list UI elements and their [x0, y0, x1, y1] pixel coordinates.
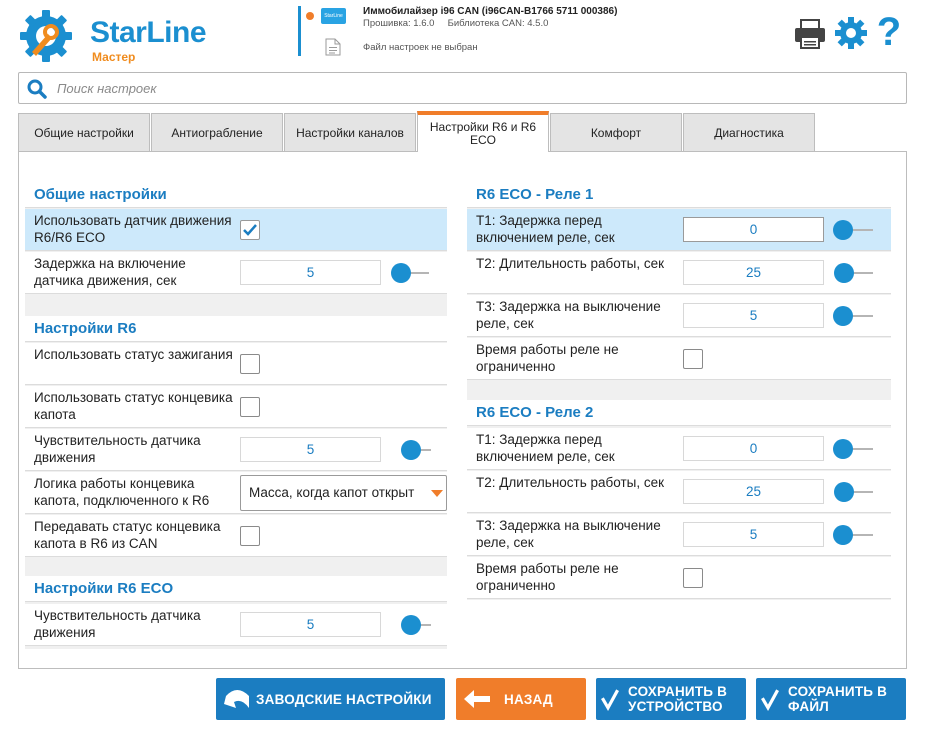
relay2-t3-input[interactable]: 5	[683, 522, 824, 547]
row-r6eco-sensitivity	[25, 604, 447, 646]
row-label: Чувствительность датчика движения	[34, 608, 201, 640]
relay2-t1-input[interactable]: 0	[683, 436, 824, 461]
tab-label: Настройки R6 и R6 ECO	[429, 119, 537, 147]
row-relay2-t3	[467, 514, 891, 556]
settings-file-status: Файл настроек не выбран	[363, 42, 478, 53]
file-icon	[325, 38, 341, 56]
logo-title: StarLine	[90, 16, 207, 49]
row-label: Использовать датчик движения R6/R6 ECO	[34, 213, 232, 245]
tab-antirobbery[interactable]	[151, 113, 283, 152]
save-to-file-button[interactable]	[756, 678, 906, 720]
row-relay2-t2	[467, 471, 891, 513]
reset-icon	[222, 686, 252, 712]
tab-comfort[interactable]	[550, 113, 682, 152]
row-label: Время работы реле не ограниченно	[476, 561, 619, 593]
select-value: Масса, когда капот открыт	[249, 485, 415, 500]
motion-delay-slider[interactable]	[391, 263, 411, 283]
section-title-r6: Настройки R6	[25, 316, 447, 342]
relay1-t1-slider[interactable]	[833, 220, 853, 240]
section-title-relay1: R6 ECO - Реле 1	[467, 182, 891, 208]
firmware-info: Прошивка: 1.6.0 Библиотека CAN: 4.5.0	[363, 18, 549, 29]
relay1-t2-slider[interactable]	[834, 263, 854, 283]
tab-label: Комфорт	[590, 125, 642, 140]
factory-reset-button[interactable]	[216, 678, 445, 720]
row-label: Т3: Задержка на выключение реле, сек	[476, 518, 661, 550]
tab-general[interactable]	[18, 113, 150, 152]
relay2-t2-input[interactable]: 25	[683, 479, 824, 504]
tab-r6[interactable]	[417, 111, 549, 152]
help-icon[interactable]: ?	[876, 10, 902, 54]
row-r6-sensitivity	[25, 429, 447, 471]
search-bar	[18, 72, 907, 104]
back-arrow-icon	[462, 686, 492, 712]
r6-sensitivity-slider[interactable]	[401, 440, 421, 460]
connection-status-dot	[306, 12, 314, 20]
row-can-hood	[25, 515, 447, 557]
chevron-down-icon	[431, 490, 443, 497]
row-label: Т3: Задержка на выключение реле, сек	[476, 299, 661, 331]
save-to-device-button[interactable]	[596, 678, 746, 720]
relay1-t3-input[interactable]: 5	[683, 303, 824, 328]
section-title-relay2: R6 ECO - Реле 2	[467, 400, 891, 426]
row-hood-logic	[25, 472, 447, 514]
back-button[interactable]	[456, 678, 586, 720]
tab-label: Антиограбление	[171, 125, 263, 140]
motion-delay-input[interactable]: 5	[240, 260, 381, 285]
app-header	[0, 0, 925, 68]
row-relay1-unlimited	[467, 338, 891, 380]
section-title-r6eco: Настройки R6 ECO	[25, 576, 447, 602]
hood-checkbox[interactable]	[240, 397, 260, 417]
tab-channels[interactable]	[284, 113, 416, 152]
gear-logo-icon	[18, 8, 74, 64]
tab-label: Диагностика	[714, 125, 784, 140]
row-label: Время работы реле не ограниченно	[476, 342, 619, 374]
row-ignition	[25, 343, 447, 385]
row-label: Чувствительность датчика движения	[34, 433, 201, 465]
check-icon	[600, 686, 624, 712]
row-motion-delay	[25, 252, 447, 294]
can-hood-checkbox[interactable]	[240, 526, 260, 546]
device-chip: StarLine	[321, 8, 346, 24]
gear-icon[interactable]	[834, 16, 868, 50]
header-divider	[298, 6, 301, 56]
row-label: Передавать статус концевика капота в R6 из CAN	[34, 519, 221, 551]
row-label: Задержка на включение датчика движения, сек	[34, 256, 186, 288]
row-label: Т1: Задержка перед включением реле, сек	[476, 213, 615, 245]
relay2-t2-slider[interactable]	[834, 482, 854, 502]
button-label: НАЗАД	[504, 691, 553, 707]
row-relay1-t3	[467, 295, 891, 337]
tab-label: Общие настройки	[34, 125, 134, 140]
ignition-checkbox[interactable]	[240, 354, 260, 374]
settings-panel	[18, 151, 907, 669]
check-icon	[760, 686, 784, 712]
r6-sensitivity-input[interactable]: 5	[240, 437, 381, 462]
r6eco-sensitivity-input[interactable]: 5	[240, 612, 381, 637]
starline-logo	[18, 8, 218, 64]
printer-icon[interactable]	[793, 18, 827, 50]
row-relay2-unlimited	[467, 557, 891, 599]
row-label: Т2: Длительность работы, сек	[476, 256, 665, 271]
hood-logic-select[interactable]	[240, 475, 447, 511]
row-relay1-t1	[467, 209, 891, 251]
row-label: Т2: Длительность работы, сек	[476, 475, 665, 490]
relay1-t2-input[interactable]: 25	[683, 260, 824, 285]
motion-sensor-checkbox[interactable]	[240, 220, 260, 240]
relay2-unlimited-checkbox[interactable]	[683, 568, 703, 588]
relay1-t1-input[interactable]: 0	[683, 217, 824, 242]
checkmark-icon	[241, 221, 259, 239]
section-title-general: Общие настройки	[25, 182, 447, 208]
row-label: Т1: Задержка перед включением реле, сек	[476, 432, 615, 464]
logo-subtitle: Мастер	[92, 50, 136, 64]
relay2-t3-slider[interactable]	[833, 525, 853, 545]
button-label: СОХРАНИТЬ В УСТРОЙСТВО	[628, 684, 728, 714]
relay2-t1-slider[interactable]	[833, 439, 853, 459]
row-motion-sensor	[25, 209, 447, 251]
r6eco-sensitivity-slider[interactable]	[401, 615, 421, 635]
right-column-filler	[467, 600, 891, 650]
search-icon	[27, 79, 47, 99]
row-label: Использовать статус концевика капота	[34, 390, 233, 422]
search-input[interactable]	[57, 77, 887, 99]
row-relay2-t1	[467, 428, 891, 470]
tab-diagnostics[interactable]	[683, 113, 815, 152]
tab-label: Настройки каналов	[296, 125, 404, 140]
relay1-unlimited-checkbox[interactable]	[683, 349, 703, 369]
relay1-t3-slider[interactable]	[833, 306, 853, 326]
row-label: Логика работы концевика капота, подключенного к R6	[34, 476, 210, 508]
device-title: Иммобилайзер i96 CAN (i96CAN-B1766 5711 000386)	[363, 6, 618, 17]
row-label: Использовать статус зажигания	[34, 347, 233, 362]
row-hood	[25, 386, 447, 428]
row-relay1-t2	[467, 252, 891, 294]
button-label: ЗАВОДСКИЕ НАСТРОЙКИ	[256, 691, 432, 707]
button-label: СОХРАНИТЬ В ФАЙЛ	[788, 684, 888, 714]
